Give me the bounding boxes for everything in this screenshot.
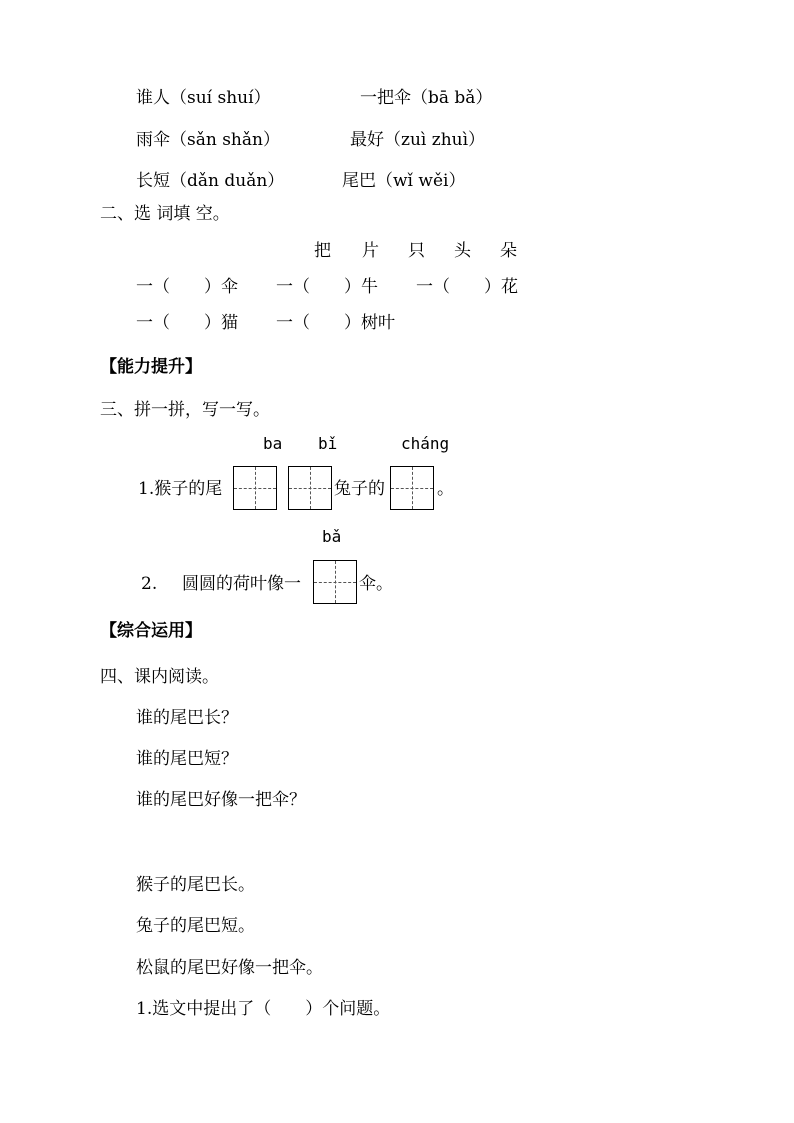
pinyin-bi: bǐ <box>318 434 338 453</box>
word-bank-3: 只 <box>408 241 425 261</box>
q2-number: 2. <box>141 574 158 594</box>
choice-row-2-right: 最好（zuì zhuì） <box>350 130 486 150</box>
ability-section-title: 【能力提升】 <box>100 357 202 377</box>
pinyin-chang: cháng <box>401 434 450 453</box>
reading-line-3: 谁的尾巴好像一把伞？ <box>136 790 306 810</box>
choice-row-1-right: 一把伞（bā bǎ） <box>360 88 493 108</box>
word-bank-4: 头 <box>454 241 471 261</box>
q1-suffix: 。 <box>437 479 454 499</box>
writing-box-ba3[interactable] <box>313 560 357 604</box>
word-bank-1: 把 <box>314 241 331 261</box>
section3-heading: 三、拼一拼，写一写。 <box>100 400 270 420</box>
pinyin-ba: ba <box>263 434 283 453</box>
pinyin-ba3: bǎ <box>322 527 342 546</box>
section4-heading: 四、课内阅读。 <box>100 667 219 687</box>
writing-box-chang[interactable] <box>390 466 434 510</box>
comprehensive-section-title: 【综合运用】 <box>100 621 202 641</box>
section2-heading: 二、选 词填 空。 <box>100 204 230 224</box>
choice-row-1-left: 谁人（suí shuí） <box>136 88 271 108</box>
word-bank-5: 朵 <box>500 241 517 261</box>
choice-row-3-right: 尾巴（wǐ wěi） <box>342 171 466 191</box>
fill-blank-4: 一（ ）猫 <box>136 313 238 333</box>
q2-prefix: 圆圆的荷叶像一 <box>182 574 301 594</box>
reading-line-1: 谁的尾巴长？ <box>136 708 238 728</box>
q2-suffix: 伞。 <box>359 574 393 594</box>
writing-box-ba[interactable] <box>233 466 277 510</box>
reading-line-2: 谁的尾巴短？ <box>136 749 238 769</box>
reading-line-4: 猴子的尾巴长。 <box>136 875 255 895</box>
writing-box-bi[interactable] <box>288 466 332 510</box>
fill-blank-2: 一（ ）牛 <box>276 277 378 297</box>
choice-row-3-left: 长短（dǎn duǎn） <box>136 171 285 191</box>
fill-blank-3: 一（ ）花 <box>416 277 518 297</box>
q1-prefix: 1.猴子的尾 <box>138 479 223 499</box>
choice-row-2-left: 雨伞（sǎn shǎn） <box>136 130 280 150</box>
reading-line-6: 松鼠的尾巴好像一把伞。 <box>136 958 323 978</box>
fill-blank-1: 一（ ）伞 <box>136 277 238 297</box>
fill-blank-5: 一（ ）树叶 <box>276 313 395 333</box>
reading-question-1: 1.选文中提出了（ ）个问题。 <box>136 999 391 1019</box>
word-bank-2: 片 <box>362 241 379 261</box>
reading-line-5: 兔子的尾巴短。 <box>136 916 255 936</box>
q1-middle: 兔子的 <box>334 479 385 499</box>
